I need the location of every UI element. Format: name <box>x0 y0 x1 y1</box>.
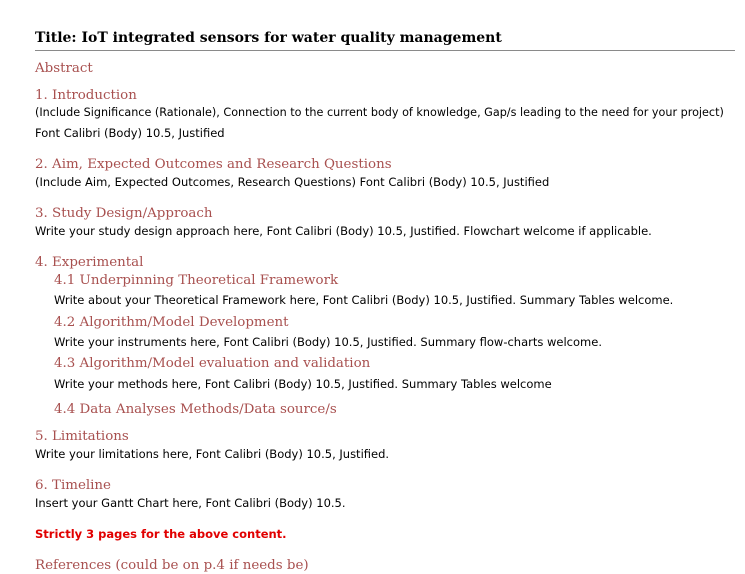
subsection-4-3-heading: 4.3 Algorithm/Model evaluation and validation <box>54 356 371 371</box>
introduction-heading: 1. Introduction <box>35 88 137 103</box>
limitations-text: Write your limitations here, Font Calibri (Body) 10.5, Justified. <box>35 447 390 461</box>
references-heading: References (could be on p.4 if needs be) <box>35 558 309 573</box>
subsection-4-2-heading: 4.2 Algorithm/Model Development <box>54 315 289 330</box>
limitations-heading: 5. Limitations <box>35 429 129 444</box>
aim-heading: 2. Aim, Expected Outcomes and Research Questions <box>35 157 392 172</box>
abstract-heading: Abstract <box>35 61 93 76</box>
page-limit-note: Strictly 3 pages for the above content. <box>35 527 287 541</box>
subsection-4-1-heading: 4.1 Underpinning Theoretical Framework <box>54 273 339 288</box>
study-design-text: Write your study design approach here, Font Calibri (Body) 10.5, Justified. Flowchart welcome if applicable. <box>35 224 652 238</box>
subsection-4-4-heading: 4.4 Data Analyses Methods/Data source/s <box>54 402 337 417</box>
aim-text: (Include Aim, Expected Outcomes, Research Questions) Font Calibri (Body) 10.5, Justified <box>35 175 550 189</box>
introduction-text-line2: Font Calibri (Body) 10.5, Justified <box>35 126 225 140</box>
subsection-4-3-text: Write your methods here, Font Calibri (Body) 10.5, Justified. Summary Tables welcome <box>54 377 552 391</box>
title-underline <box>35 50 735 51</box>
timeline-text: Insert your Gantt Chart here, Font Calibri (Body) 10.5. <box>35 496 346 510</box>
subsection-4-2-text: Write your instruments here, Font Calibri (Body) 10.5, Justified. Summary flow-charts welcome. <box>54 335 602 349</box>
experimental-heading: 4. Experimental <box>35 255 144 270</box>
timeline-heading: 6. Timeline <box>35 478 111 493</box>
study-design-heading: 3. Study Design/Approach <box>35 206 213 221</box>
introduction-text-line1: (Include Significance (Rationale), Connection to the current body of knowledge, Gap/s leading to the need for your project) <box>35 106 724 119</box>
document-title: Title: IoT integrated sensors for water quality management <box>35 30 502 46</box>
subsection-4-1-text: Write about your Theoretical Framework here, Font Calibri (Body) 10.5, Justified. Summary Tables welcome. <box>54 293 674 307</box>
